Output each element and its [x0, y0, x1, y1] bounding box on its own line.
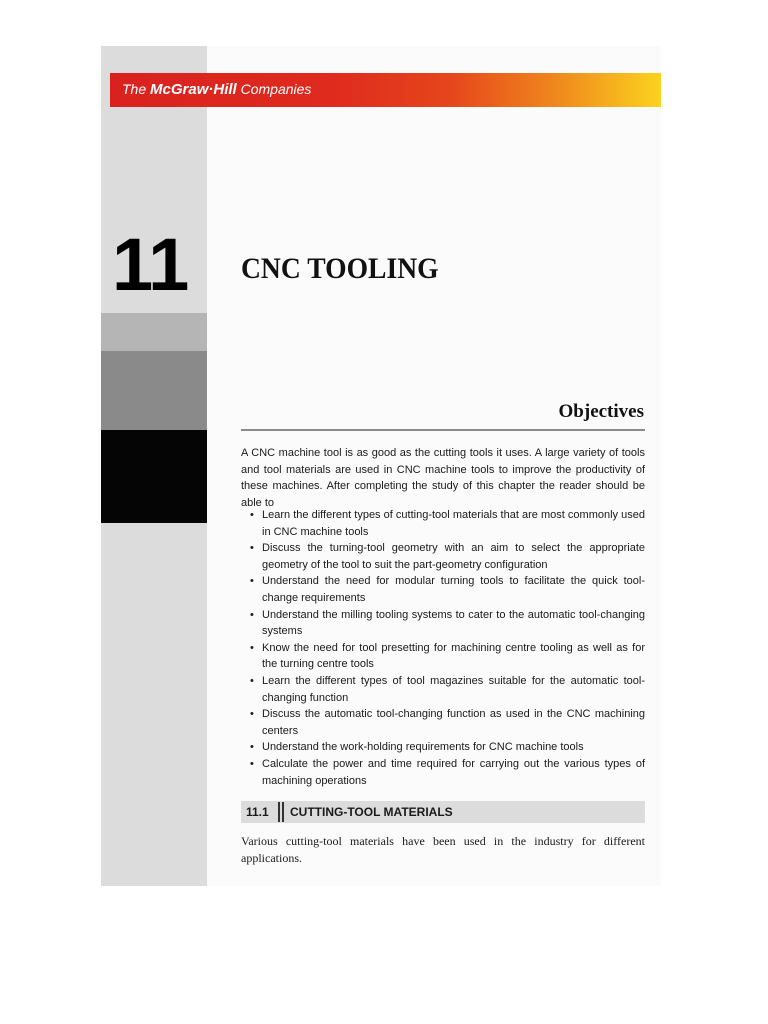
chapter-title: CNC TOOLING [241, 252, 439, 285]
section-title: CUTTING-TOOL MATERIALS [290, 805, 453, 819]
objective-item: • Discuss the automatic tool-changing function as used in the CNC machining centers [250, 708, 645, 737]
objectives-divider [241, 429, 645, 431]
section-heading-bar [241, 801, 645, 823]
objective-item: • Learn the different types of cutting-tool materials that are most commonly used in CNC machine tools [250, 509, 645, 538]
objectives-heading: Objectives [558, 401, 644, 422]
bullet-icon: • [250, 741, 254, 754]
objective-item: • Calculate the power and time required for carrying out the various types of machining operations [250, 757, 645, 787]
banner-prefix: The [122, 81, 151, 97]
chapter-number: 11 [112, 223, 189, 306]
bullet-icon: • [250, 509, 254, 521]
side-block-mid [101, 351, 207, 430]
objective-item: • Discuss the turning-tool geometry with an aim to select the appropriate geometry of the tool to suit the part-geometry configuration [250, 542, 645, 571]
bullet-icon: • [250, 757, 254, 770]
publisher-logo [122, 81, 311, 98]
publisher-banner [110, 73, 661, 107]
side-block-dark [101, 430, 207, 523]
objectives-list [249, 507, 645, 789]
side-block-light [101, 313, 207, 351]
section-number: 11.1 [246, 805, 269, 819]
section-separator [278, 802, 284, 822]
bullet-icon: • [250, 608, 254, 621]
bullet-icon: • [250, 674, 254, 687]
objective-item: • Learn the different types of tool magazines suitable for the automatic tool-changing function [250, 674, 645, 704]
banner-suffix: Companies [236, 81, 312, 97]
banner-brand: McGraw·Hill [150, 81, 237, 98]
bullet-icon: • [250, 641, 254, 654]
objective-item: • Understand the work-holding requirements for CNC machine tools [249, 739, 645, 756]
bullet-icon: • [250, 708, 254, 721]
section-body: Various cutting-tool materials have been used in the industry for different applications. [241, 834, 645, 865]
bullet-icon: • [250, 575, 254, 588]
objective-item: • Understand the need for modular turning tools to facilitate the quick tool-change requirements [250, 575, 645, 604]
objective-item: • Know the need for tool presetting for machining centre tooling as well as for the turning centre tools [250, 641, 645, 671]
objectives-intro: A CNC machine tool is as good as the cutting tools it uses. A large variety of tools and tool materials are used in CNC machine tools to improve the productivity of these machines. After completing the study of this chapter the reader should be able to [241, 447, 645, 509]
objective-item: • Understand the milling tooling systems to cater to the automatic tool-changing systems [250, 608, 645, 638]
bullet-icon: • [250, 542, 254, 555]
